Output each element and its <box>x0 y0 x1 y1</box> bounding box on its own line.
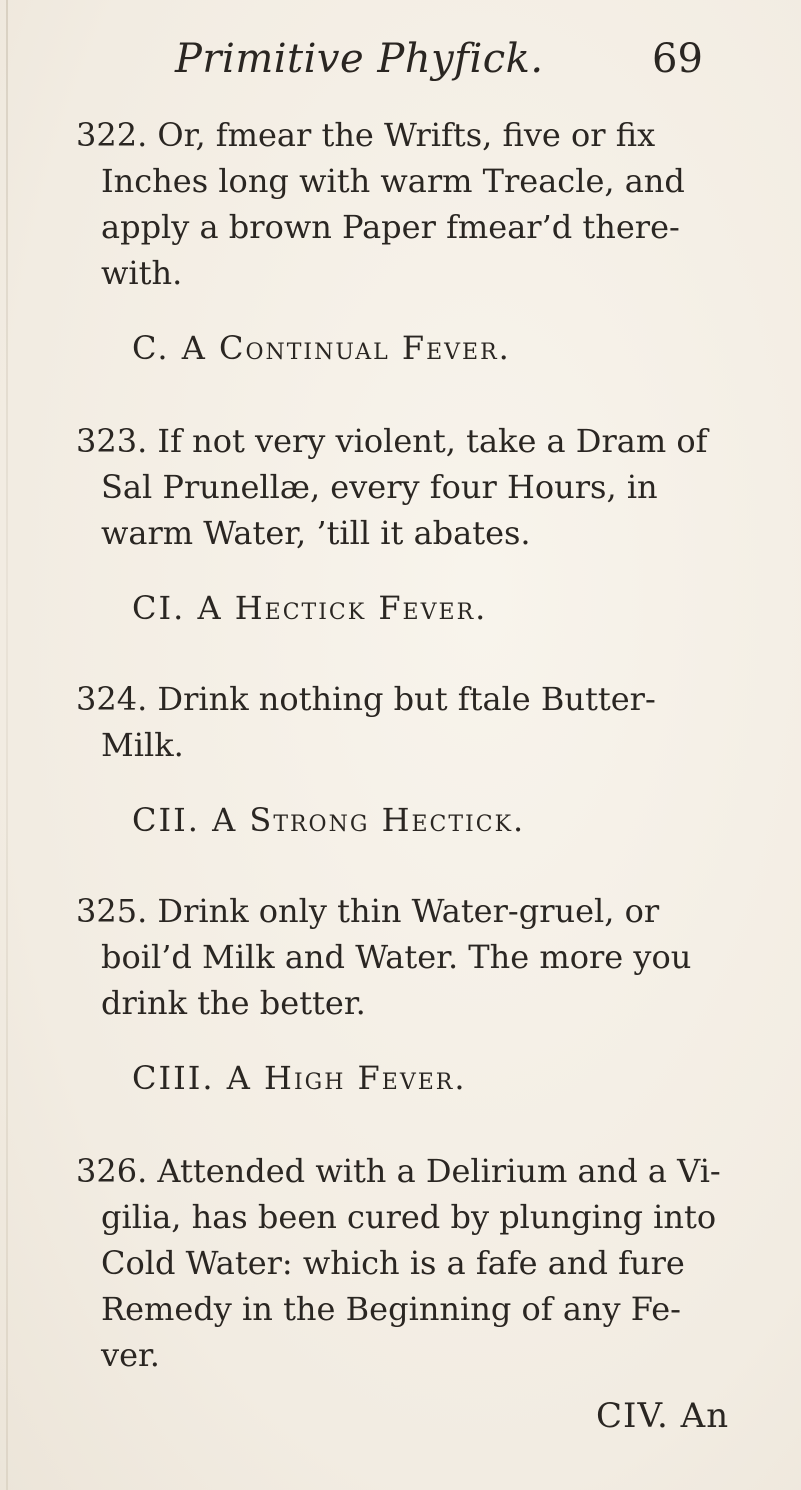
running-title: Primitive Phyfick. <box>175 36 544 82</box>
paragraph-324 <box>76 676 736 768</box>
section-heading-high-fever: CIII. A High Fever. <box>132 1059 467 1097</box>
paragraph-323 <box>76 418 736 556</box>
paragraph-text: Or, fmear the Wrifts, five or fix Inches long with warm Treacle, and apply a brown Paper fmear’d there-with. <box>101 116 685 292</box>
catchword: CIV. An <box>596 1396 730 1436</box>
paragraph-text: Drink only thin Water-gruel, or boil’d Milk and Water. The more you drink the better. <box>101 892 692 1022</box>
paragraph-number: 322. <box>76 116 148 154</box>
section-heading-strong-hectick: CII. A Strong Hectick. <box>132 801 526 839</box>
paragraph-text: Attended with a Delirium and a Vi-gilia, has been cured by plunging into Cold Water: which is a fafe and fure Remedy in the Beginning of any Fe-ver. <box>101 1152 721 1374</box>
section-heading-hectick-fever: CI. A Hectick Fever. <box>132 589 488 627</box>
page-gutter <box>6 0 8 1490</box>
paragraph-322 <box>76 112 736 296</box>
paragraph-number: 326. <box>76 1152 148 1190</box>
paragraph-325 <box>76 888 736 1026</box>
paragraph-text: If not very violent, take a Dram of Sal Prunellæ, every four Hours, in warm Water, ’till it abates. <box>101 422 708 552</box>
page-number: 69 <box>652 36 703 82</box>
section-heading-continual-fever: C. A Continual Fever. <box>132 329 511 367</box>
paragraph-number: 325. <box>76 892 148 930</box>
paragraph-number: 324. <box>76 680 148 718</box>
paragraph-326 <box>76 1148 736 1378</box>
page-header <box>0 36 801 96</box>
paragraph-number: 323. <box>76 422 148 460</box>
paragraph-text: Drink nothing but ftale Butter-Milk. <box>101 680 656 764</box>
